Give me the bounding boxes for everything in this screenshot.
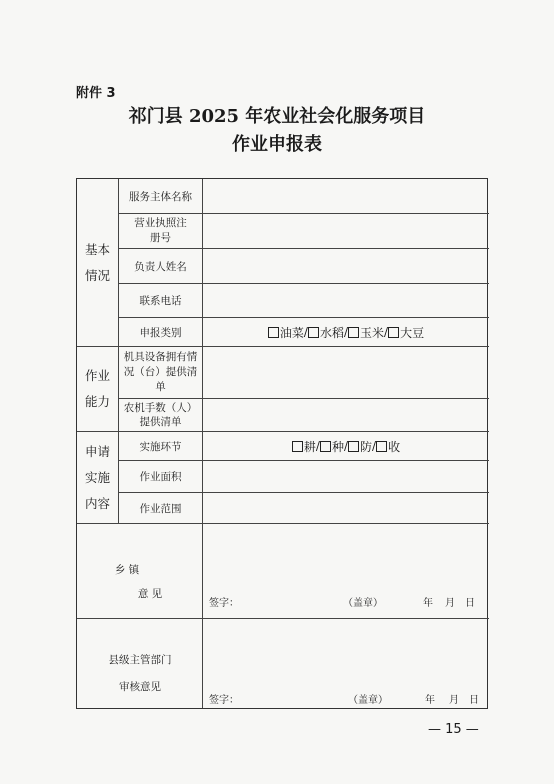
county-seal-label: （盖章） <box>348 695 388 706</box>
checkbox-corn[interactable] <box>348 327 359 338</box>
input-service-entity-name[interactable] <box>203 179 489 214</box>
input-work-scope[interactable] <box>203 493 489 524</box>
form-title: 祁门县 2025 年农业社会化服务项目 <box>128 106 426 127</box>
township-opinion-label <box>77 524 203 619</box>
county-opinion-label <box>77 619 203 708</box>
label-work-area: 作业面积 <box>119 461 203 493</box>
section-basic-label <box>85 237 111 289</box>
section-basic-info <box>77 179 119 347</box>
county-day-label: 日 <box>469 695 479 706</box>
checkbox-harvest[interactable] <box>376 441 387 452</box>
category-options: 油菜 / 水稻 / 玉米 / 大豆 <box>203 318 489 347</box>
option-protect: 防 <box>360 439 373 454</box>
section-capacity-text: 作业能力 <box>84 368 110 409</box>
application-form-table <box>76 178 488 709</box>
county-year-label: 年 <box>425 695 435 706</box>
option-soybean: 大豆 <box>400 325 425 340</box>
label-equipment-owned <box>119 347 203 399</box>
checkbox-sow[interactable] <box>320 441 331 452</box>
township-opinion-field[interactable] <box>203 524 489 619</box>
option-rapeseed: 油菜 <box>279 325 304 340</box>
label-person-in-charge: 负责人姓名 <box>119 249 203 284</box>
label-implementation-stage: 实施环节 <box>119 432 203 461</box>
option-sow: 种 <box>331 439 344 454</box>
page-number: — 15 — <box>428 722 479 737</box>
input-person-in-charge[interactable] <box>203 249 489 284</box>
section-basic-text: 基本情况 <box>84 241 110 283</box>
label-service-entity-name: 服务主体名称 <box>119 179 203 214</box>
township-sign-label: 签字： <box>209 598 239 609</box>
township-day-label: 日 <box>465 598 475 609</box>
option-corn: 玉米 <box>360 325 385 340</box>
option-harvest: 收 <box>388 439 401 454</box>
township-month-label: 月 <box>445 598 455 609</box>
checkbox-rice[interactable] <box>308 327 319 338</box>
label-application-category: 申报类别 <box>119 318 203 347</box>
form-subtitle: 作业申报表 <box>232 134 322 155</box>
input-machine-operators[interactable] <box>203 399 489 432</box>
township-label-2: 意 见 <box>137 588 163 600</box>
label-business-license-no <box>119 214 203 249</box>
township-year-label: 年 <box>423 598 433 609</box>
checkbox-soybean[interactable] <box>388 327 399 338</box>
label-business-license-text: 营业执照注册号 <box>134 217 187 244</box>
checkbox-plough[interactable] <box>292 441 303 452</box>
label-operators-text: 农机手数（人）提供清单 <box>123 402 198 428</box>
attachment-label: 附件 3 <box>76 86 116 101</box>
input-contact-phone[interactable] <box>203 284 489 318</box>
section-apply-text: 申请实施内容 <box>84 443 110 511</box>
label-machine-operators <box>119 399 203 432</box>
township-seal-label: （盖章） <box>343 598 383 609</box>
input-business-license-no[interactable] <box>203 214 489 249</box>
stage-options: 耕 / 种 / 防 / 收 <box>203 432 489 461</box>
option-plough: 耕 <box>303 439 316 454</box>
township-label-1: 乡 镇 <box>114 564 140 576</box>
section-capacity <box>77 347 119 432</box>
county-label-1: 县级主管部门 <box>108 654 172 666</box>
county-label-2: 审核意见 <box>119 681 161 693</box>
label-equipment-text: 机具设备拥有情况（台）提供清单 <box>123 351 198 393</box>
county-month-label: 月 <box>449 695 459 706</box>
label-work-scope: 作业范围 <box>119 493 203 524</box>
input-equipment-owned[interactable] <box>203 347 489 399</box>
section-apply-content <box>77 432 119 524</box>
checkbox-rapeseed[interactable] <box>268 327 279 338</box>
label-contact-phone: 联系电话 <box>119 284 203 318</box>
county-sign-label: 签字： <box>209 695 239 706</box>
input-work-area[interactable] <box>203 461 489 493</box>
option-rice: 水稻 <box>319 325 344 340</box>
checkbox-protect[interactable] <box>348 441 359 452</box>
county-opinion-field[interactable] <box>203 619 489 708</box>
